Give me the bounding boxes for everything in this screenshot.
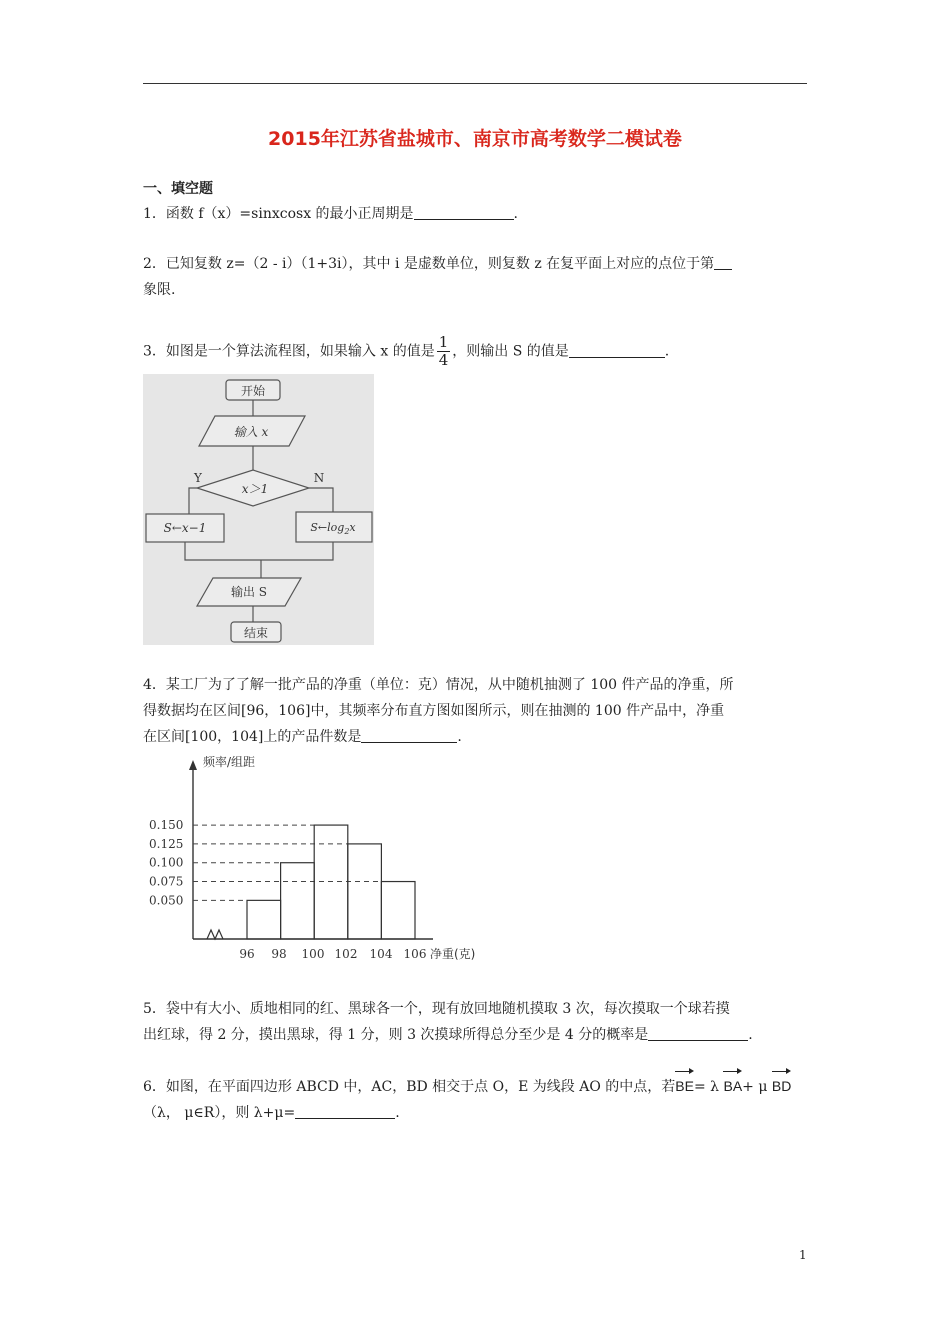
answer-blank-1[interactable] [414, 203, 514, 220]
flow-end-label: 结束 [243, 626, 269, 640]
x-axis-label: 净重(克) [430, 947, 476, 961]
vector-bd: BD [772, 1070, 791, 1099]
flow-input-label: 输入 x [233, 425, 269, 439]
flowchart-figure [143, 374, 374, 645]
question-3: 3．如图是一个算法流程图，如果输入 x 的值是 $\frac{1}{4}$ ，则输出 S 的值是 . [143, 333, 670, 369]
histogram-bar [314, 825, 348, 939]
y-axis-label: 频率/组距 [203, 755, 256, 769]
y-tick-label: 0.125 [149, 836, 184, 851]
question-4: 4．某工厂为了了解一批产品的净重（单位：克）情况，从中随机抽测了 100 件产品的净重，所 得数据均在区间[96，106]中，其频率分布直方图如图所示，则在抽测的 100 件产品中，净重 在区间[100，104]上的产品件数是 . [143, 677, 734, 745]
flow-output-label: 输出 S [230, 585, 268, 599]
histogram-bar [381, 882, 415, 939]
x-tick-label: 104 [369, 947, 393, 961]
vector-be: BE [675, 1070, 694, 1099]
answer-blank-3[interactable] [569, 341, 665, 358]
flow-no-label: N [313, 471, 325, 485]
answer-blank-5[interactable] [648, 1024, 748, 1041]
y-tick-label: 0.150 [149, 818, 184, 833]
y-tick-label: 0.100 [149, 855, 184, 870]
question-2-text: 2．已知复数 z=（2 - i）（1+3i），其中 i 是虚数单位，则复数 z 在复平面上对应的点位于第 [143, 256, 715, 272]
question-1-text: 1．函数 f（x）=sinxcosx 的最小正周期是 [143, 206, 414, 222]
question-2-text-line2: 象限. [143, 282, 176, 298]
fraction: $\frac{1}{4}$ [438, 333, 449, 369]
histogram-bar [348, 844, 382, 939]
question-5: 5．袋中有大小、质地相同的红、黑球各一个，现有放回地随机摸取 3 次，每次摸取一个球若摸 出红球，得 2 分，摸出黑球，得 1 分，则 3 次摸球所得总分至少是 4 分的概率是 . [143, 1001, 753, 1043]
y-tick-label: 0.050 [149, 893, 184, 908]
vector-ba: BA [723, 1070, 742, 1099]
x-tick-label: 96 [239, 947, 255, 961]
frequency-histogram [143, 752, 503, 967]
answer-blank-4[interactable] [361, 726, 457, 743]
flow-condition-label: x＞1 [241, 482, 269, 496]
x-tick-label: 98 [271, 947, 287, 961]
histogram-bar [247, 900, 281, 939]
top-rule [143, 83, 807, 84]
x-tick-label: 106 [403, 947, 427, 961]
flow-yes-label: Y [194, 471, 202, 485]
flow-right-assign-label: $S\leftarrow\log_2x$ [310, 521, 356, 536]
flow-left-assign-label: S←x−1 [163, 521, 207, 535]
flow-start-label: 开始 [240, 384, 266, 398]
x-tick-label: 102 [334, 947, 358, 961]
x-axis-break [207, 930, 223, 939]
x-tick-label: 100 [301, 947, 325, 961]
y-axis-arrow [189, 760, 197, 770]
page-number: 1 [799, 1248, 807, 1262]
histogram-bar [281, 863, 315, 939]
section-heading: 一、填空题 [143, 181, 213, 197]
answer-blank-2[interactable] [714, 253, 732, 270]
question-6: 6．如图，在平面四边形 ABCD 中，AC，BD 相交于点 O，E 为线段 AO 的中点，若BE= λ BA+ μ BD （λ， μ∈R），则 λ+μ= . [143, 1070, 808, 1126]
y-tick-label: 0.075 [149, 874, 184, 889]
exam-title: 2015年江苏省盐城市、南京市高考数学二模试卷 [268, 128, 682, 150]
question-1: 1．函数 f（x）=sinxcosx 的最小正周期是 . [143, 201, 808, 227]
answer-blank-6[interactable] [295, 1102, 395, 1119]
question-2 [143, 251, 808, 303]
